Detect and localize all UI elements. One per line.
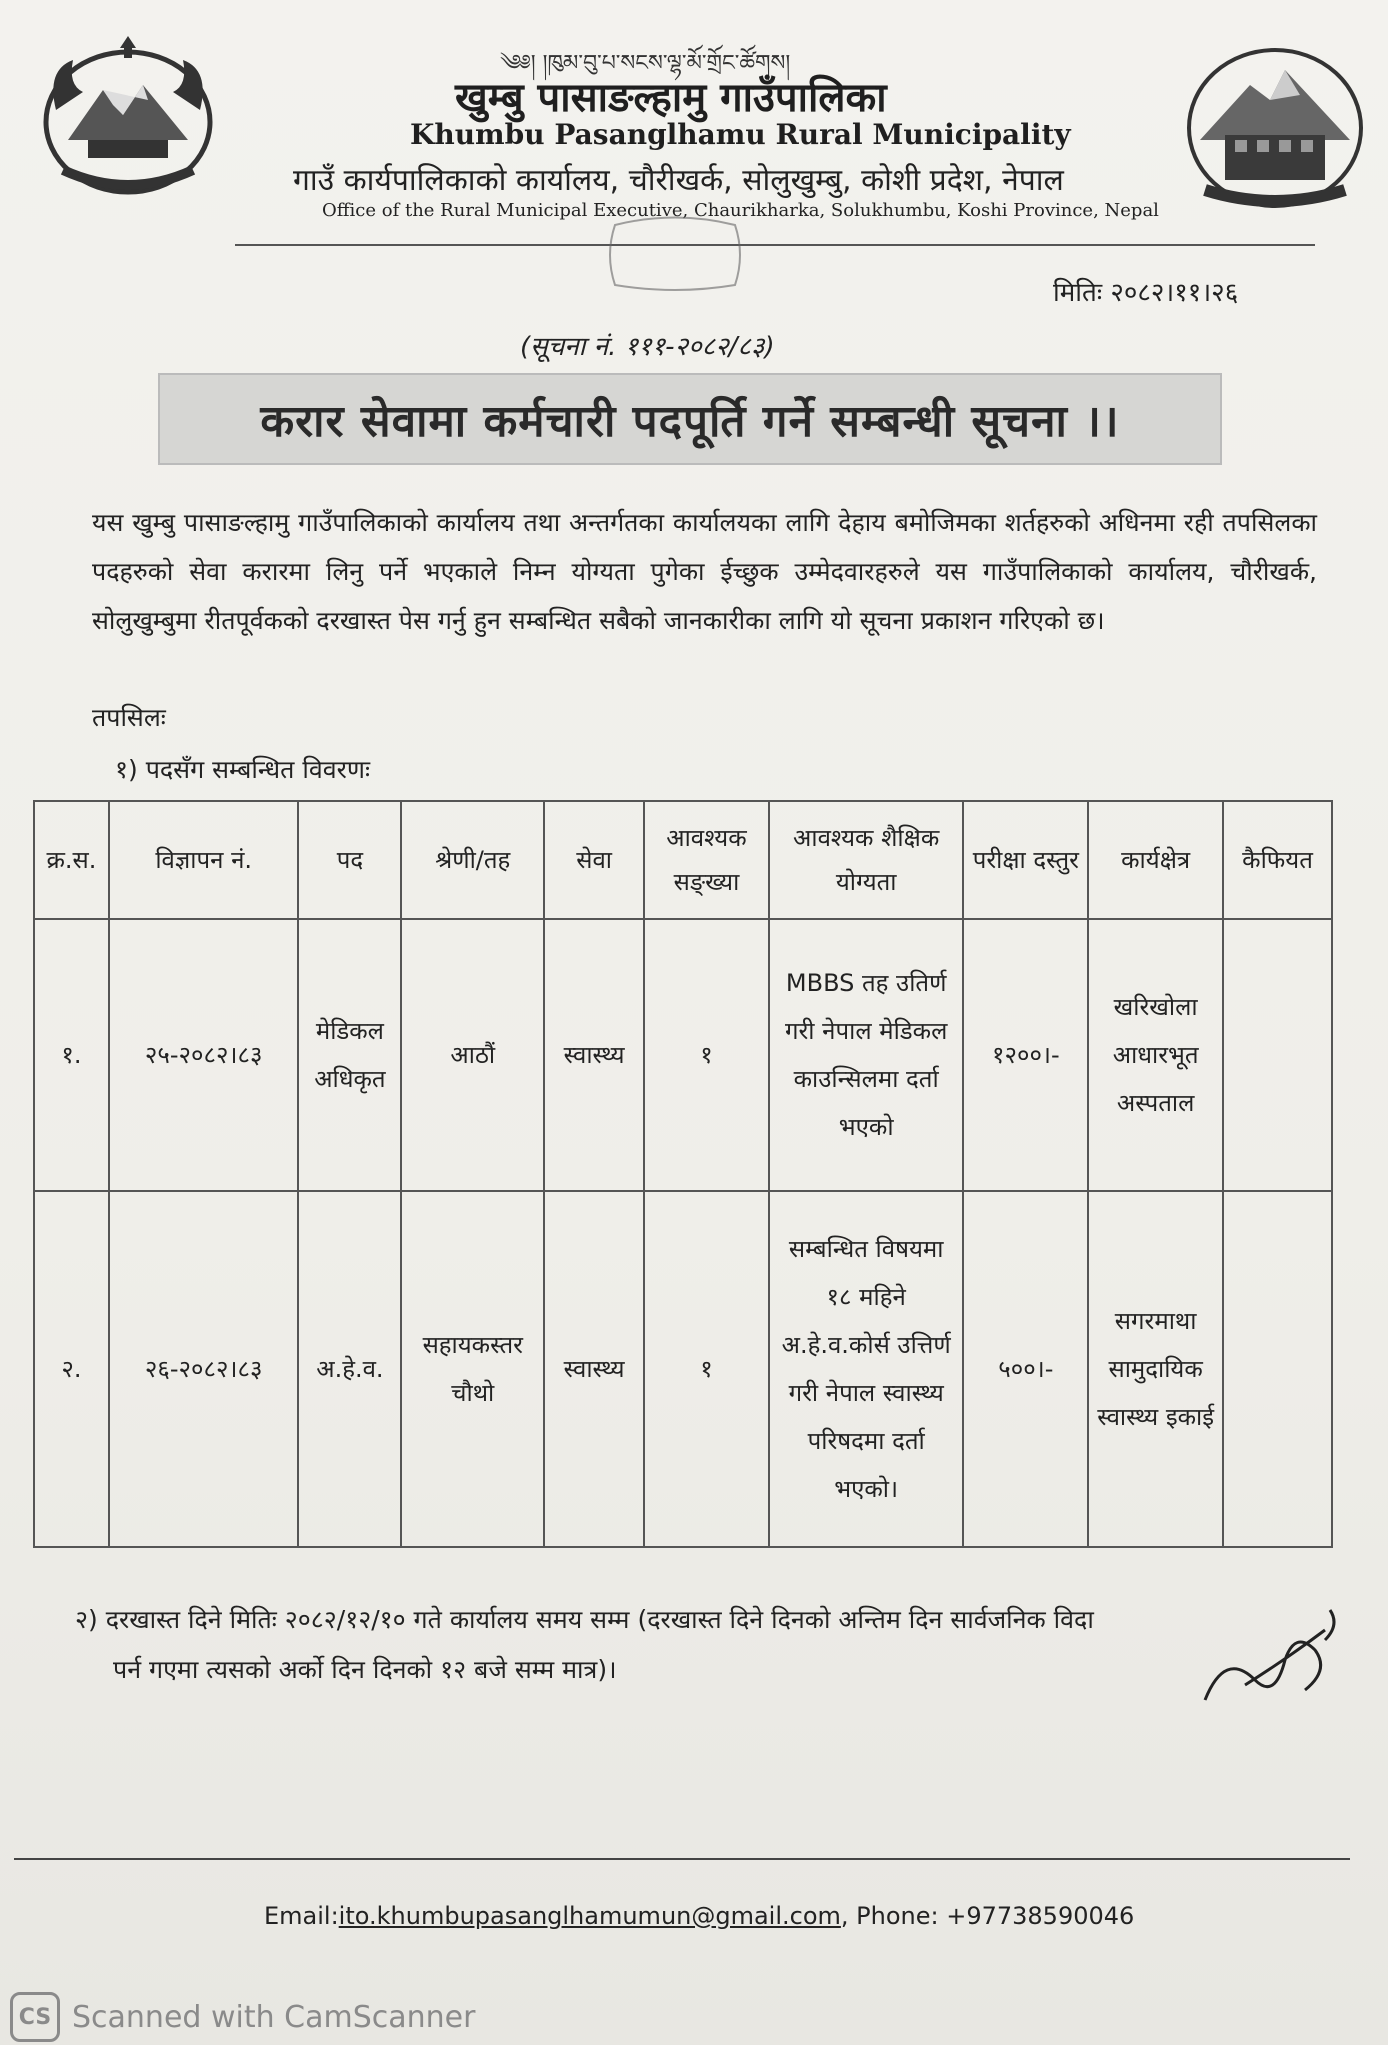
cell-serial: २. xyxy=(34,1191,109,1547)
header-qualification: आवश्यक शैक्षिक योग्यता xyxy=(769,801,964,919)
section2-line1: २) दरखास्त दिने मितिः २०८२/१२/१० गते कार्यालय समय सम्म (दरखास्त दिने दिनको अन्तिम दिन सार्वजनिक विदा xyxy=(75,1605,1094,1634)
cell-level: सहायकस्तर चौथो xyxy=(401,1191,544,1547)
table-row xyxy=(34,919,1332,1191)
signature-icon xyxy=(1185,1590,1345,1720)
footer-contact xyxy=(264,1902,1134,1930)
camscanner-logo-icon: CS xyxy=(10,1992,60,2042)
notice-date: मितिः २०८२।११।२६ xyxy=(1053,278,1239,308)
scanner-watermark xyxy=(10,1992,475,2042)
footer-divider xyxy=(14,1858,1350,1860)
notice-title-text: करार सेवामा कर्मचारी पदपूर्ति गर्ने सम्बन्धी सूचना ।। xyxy=(260,396,1120,447)
tapasil-label: तपसिलः xyxy=(92,703,166,732)
intro-paragraph: यस खुम्बु पासाङल्हामु गाउँपालिकाको कार्यालय तथा अन्तर्गतका कार्यालयका लागि देहाय बमोजिमका शर्तहरुको अधिनमा रही तपसिलका पदहरुको सेवा करारमा लिनु पर्ने भएकाले निम्न योग्यता पुगेका ईच्छुक उम्मेदवारहरुले यस गाउँपालिकाको कार्यालय, चौरीखर्क, सोलुखुम्बुमा रीतपूर्वकको दरखास्त पेस गर्नु हुन सम्बन्धित सबैको जानकारीका लागि यो सूचना प्रकाशन गरिएको छ। xyxy=(92,508,1317,635)
municipality-logo-icon xyxy=(1175,40,1375,215)
cell-qualification: MBBS तह उतिर्ण गरी नेपाल मेडिकल काउन्सिलमा दर्ता भएको xyxy=(769,919,964,1191)
office-stamp-icon xyxy=(595,215,755,295)
header-divider xyxy=(235,244,1315,246)
section1-heading: १) पदसँग सम्बन्धित विवरणः xyxy=(115,755,370,784)
header-advertisement-no: विज्ञापन नं. xyxy=(109,801,299,919)
cell-service: स्वास्थ्य xyxy=(544,1191,644,1547)
header-required-count: आवश्यक सङ्ख्या xyxy=(644,801,769,919)
phone-text: , Phone: +97738590046 xyxy=(840,1902,1135,1930)
cell-serial: १. xyxy=(34,919,109,1191)
table-row xyxy=(34,1191,1332,1547)
office-address-nepali: गाउँ कार्यपालिकाको कार्यालय, चौरीखर्क, सोलुखुम्बु, कोशी प्रदेश, नेपाल xyxy=(293,163,1064,198)
email-label: Email: xyxy=(264,1902,339,1930)
cell-post: अ.हे.व. xyxy=(298,1191,401,1547)
cell-required-count: १ xyxy=(644,919,769,1191)
cell-remarks xyxy=(1223,919,1332,1191)
cell-advertisement-no: २५-२०८२।८३ xyxy=(109,919,299,1191)
municipality-name-nepali: खुम्बु पासाङल्हामु गाउँपालिका xyxy=(455,75,887,121)
section2-line2: पर्न गएमा त्यसको अर्को दिन दिनको १२ बजे सम्म मात्र)। xyxy=(113,1655,617,1684)
cell-service: स्वास्थ्य xyxy=(544,919,644,1191)
notice-reference-number: (सूचना नं. १११-२०८२/८३) xyxy=(520,332,775,362)
cell-workplace: खरिखोला आधारभूत अस्पताल xyxy=(1088,919,1223,1191)
notice-title xyxy=(158,373,1222,465)
municipality-name-english: Khumbu Pasanglhamu Rural Municipality xyxy=(410,118,1071,151)
header-service: सेवा xyxy=(544,801,644,919)
email-link[interactable]: ito.khumbupasanglhamumun@gmail.com xyxy=(338,1902,841,1930)
cell-level: आठौं xyxy=(401,919,544,1191)
cell-remarks xyxy=(1223,1191,1332,1547)
cell-advertisement-no: २६-२०८२।८३ xyxy=(109,1191,299,1547)
header-workplace: कार्यक्षेत्र xyxy=(1088,801,1223,919)
header-tibetan-line: ༄༅། །ཁུམ་བུ་པ་སངས་ལྷ་མོ་གྲོང་ཚོགས། xyxy=(500,51,791,76)
header-exam-fee: परीक्षा दस्तुर xyxy=(963,801,1088,919)
cell-exam-fee: १२००।- xyxy=(963,919,1088,1191)
header-post: पद xyxy=(298,801,401,919)
office-address-english: Office of the Rural Municipal Executive, Chaurikharka, Solukhumbu, Koshi Province, Nepal xyxy=(322,200,1159,221)
section2-application-deadline xyxy=(75,1595,1325,1695)
cell-qualification: सम्बन्धित विषयमा १८ महिने अ.हे.व.कोर्स उत्तिर्ण गरी नेपाल स्वास्थ्य परिषदमा दर्ता भएको। xyxy=(769,1191,964,1547)
posts-table xyxy=(33,800,1333,1548)
scanner-text: Scanned with CamScanner xyxy=(72,1999,476,2035)
cell-required-count: १ xyxy=(644,1191,769,1547)
header-level: श्रेणी/तह xyxy=(401,801,544,919)
table-header-row xyxy=(34,801,1332,919)
header-serial: क्र.स. xyxy=(34,801,109,919)
nepal-government-emblem-icon xyxy=(28,30,228,205)
cell-workplace: सगरमाथा सामुदायिक स्वास्थ्य इकाई xyxy=(1088,1191,1223,1547)
cell-exam-fee: ५००।- xyxy=(963,1191,1088,1547)
header-remarks: कैफियत xyxy=(1223,801,1332,919)
cell-post: मेडिकल अधिकृत xyxy=(298,919,401,1191)
